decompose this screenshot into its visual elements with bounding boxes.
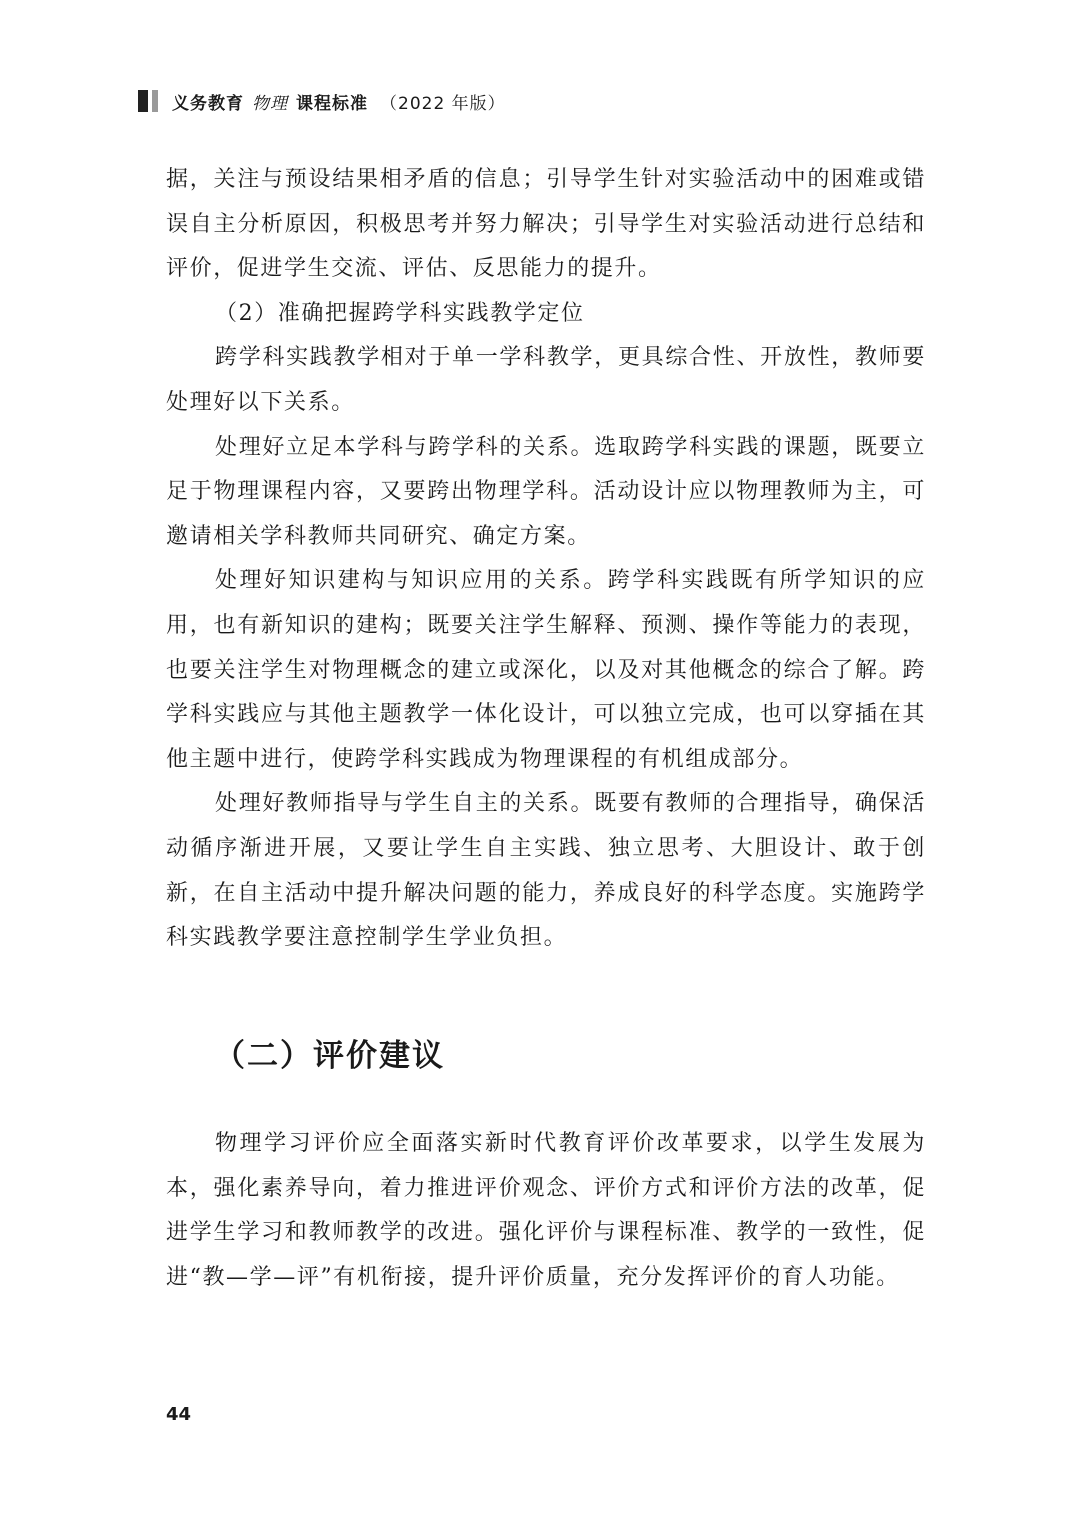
- paragraph: 处理好知识建构与知识应用的关系。跨学科实践既有所学知识的应用，也有新知识的建构；既要关注学生解释、预测、操作等能力的表现，也要关注学生对物理概念的建立或深化，以及对其他概念的综合了解。跨学科实践应与其他主题教学一体化设计，可以独立完成，也可以穿插在其他主题中进行，使跨学科实践成为物理课程的有机组成部分。: [166, 568, 926, 772]
- paragraph: 跨学科实践教学相对于单一学科教学，更具综合性、开放性，教师要处理好以下关系。: [166, 345, 926, 415]
- section-heading: （二）评价建议: [214, 1038, 445, 1074]
- book-title: [172, 89, 506, 114]
- book-title-prefix: 义务教育: [172, 93, 244, 114]
- paragraph: 物理学习评价应全面落实新时代教育评价改革要求，以学生发展为本，强化素养导向，着力推进评价观念、评价方式和评价方法的改革，促进学生学习和教师教学的改进。强化评价与课程标准、教学的一致性，促进“教—学—评”有机衔接，提升评价质量，充分发挥评价的育人功能。: [166, 1131, 926, 1290]
- header-bar-dark: [138, 90, 148, 112]
- subsection-heading: （2）准确把握跨学科实践教学定位: [215, 300, 585, 326]
- body-text-upper: [166, 158, 926, 961]
- header-bar-light: [152, 90, 158, 112]
- book-subject: 物理: [252, 93, 288, 114]
- paragraph: 处理好教师指导与学生自主的关系。既要有教师的合理指导，确保活动循序渐进开展，又要让学生自主实践、独立思考、大胆设计、敢于创新，在自主活动中提升解决问题的能力，养成良好的科学态度。实施跨学科实践教学要注意控制学生学业负担。: [166, 791, 926, 951]
- page-number: 44: [166, 1404, 192, 1425]
- paragraph: 处理好立足本学科与跨学科的关系。选取跨学科实践的课题，既要立足于物理课程内容，又要跨出物理学科。活动设计应以物理教师为主，可邀请相关学科教师共同研究、确定方案。: [166, 434, 926, 549]
- book-edition: （2022 年版）: [380, 93, 506, 114]
- paragraph-continued: 据，关注与预设结果相矛盾的信息；引导学生针对实验活动中的困难或错误自主分析原因，积极思考并努力解决；引导学生对实验活动进行总结和评价，促进学生交流、评估、反思能力的提升。: [166, 167, 926, 282]
- running-header: [138, 86, 506, 116]
- header-bar-marks: [138, 90, 158, 112]
- book-title-suffix: 课程标准: [296, 93, 368, 114]
- body-text-lower: [166, 1122, 926, 1300]
